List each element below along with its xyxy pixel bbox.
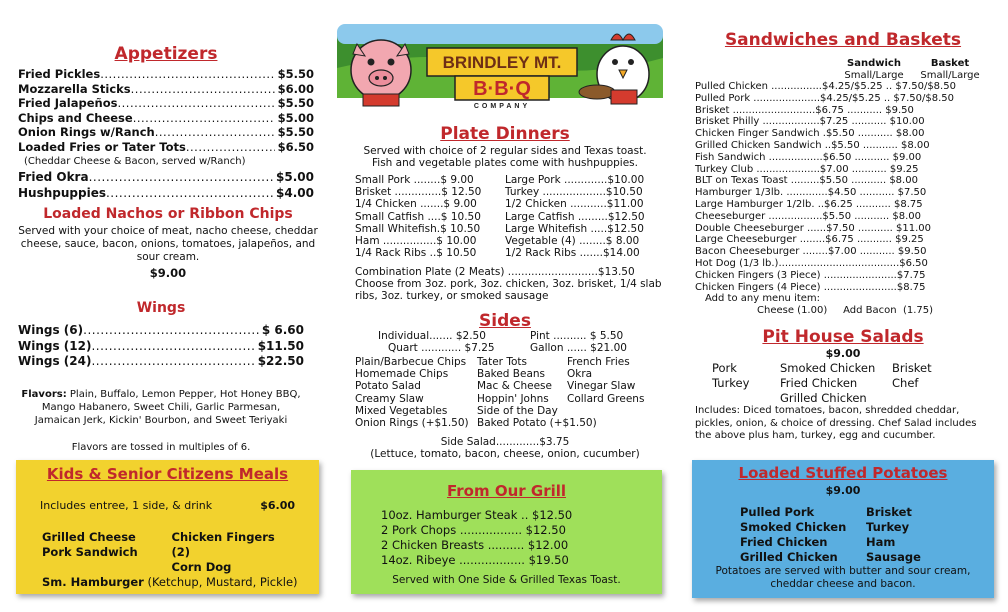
sandwich-row: Pulled Pork .....................$4.25/$5.25 .. $7.50/$8.50: [695, 92, 955, 104]
menu-item-price: $6.00: [277, 81, 314, 96]
side-item: Hoppin' Johns: [477, 392, 549, 405]
menu-item-name: Mozzarella Sticks: [18, 81, 131, 96]
plates-title: Plate Dinners: [440, 124, 570, 144]
grill-item: 2 Pork Chops ................. $12.50: [381, 523, 566, 537]
potatoes-price: $9.00: [825, 484, 861, 497]
side-salad-line: Side Salad.............$3.75: [440, 436, 570, 448]
menu-item-row: [18, 354, 304, 370]
side-item: [567, 417, 675, 429]
sandwich-row: Double Cheeseburger ......$7.50 ........... $11.00: [695, 222, 932, 234]
plate-item: Small Whitefish.$ 10.50: [355, 222, 481, 235]
sandwich-row: Fish Sandwich .................$6.50 ........... $9.00: [695, 151, 922, 163]
sandwich-col-header: Sandwich: [847, 58, 901, 69]
menu-item-price: $5.50: [277, 67, 314, 81]
menu-item-row: [18, 339, 304, 355]
sandwich-row: Hamburger 1/3lb. .............$4.50 ........... $7.50: [695, 187, 927, 199]
side-item: Okra: [567, 368, 593, 381]
side-item: Tater Tots: [477, 356, 527, 368]
side-item: Baked Beans: [477, 368, 546, 381]
side-item: Creamy Slaw: [355, 392, 424, 405]
plates-grid: [355, 174, 665, 259]
potatoes-box: [692, 460, 994, 598]
wings-flavors: [18, 388, 304, 427]
plate-item: 1/2 Chicken ...........$11.00: [505, 198, 644, 211]
plate-item: Turkey ...................$10.50: [505, 186, 643, 199]
leader-dots: [91, 339, 254, 355]
leader-dots: [133, 111, 275, 126]
side-salad: [336, 436, 674, 460]
kids-items: [16, 512, 319, 575]
sides-price: Quart ............ $7.25: [388, 342, 495, 355]
menu-item-price: $6.50: [277, 139, 314, 154]
side-item: Side of the Day: [477, 404, 558, 417]
plate-item: 1/4 Rack Ribs ..$ 10.50: [355, 247, 477, 260]
leader-dots: [131, 82, 275, 97]
salad-item: Turkey: [712, 376, 750, 390]
menu-item-row: [18, 323, 304, 339]
sandwich-row: Chicken Fingers (4 Piece) .......................$8.75: [695, 281, 926, 293]
kids-item: Corn Dog: [171, 560, 232, 574]
plates-left-col: [355, 174, 505, 259]
sandwich-row: Cheeseburger .................$5.50 ........... $8.00: [695, 210, 922, 222]
plates-right-col: [505, 174, 665, 259]
potato-item: Smoked Chicken: [740, 520, 847, 534]
leader-dots: [89, 170, 273, 186]
grill-list: [351, 500, 662, 568]
kids-box: [16, 460, 319, 594]
menu-item-row: [18, 111, 314, 126]
sandwich-row: Grilled Chicken Sandwich ..$5.50 ........... $8.00: [695, 139, 930, 151]
appetizers-list-2: [18, 170, 314, 201]
kids-last-note: (Ketchup, Mustard, Pickle): [147, 575, 298, 589]
combo-desc: Choose from 3oz. pork, 3oz. chicken, 3oz. brisket, 1/4 slab ribs, 3oz. turkey, or smoked sausage: [355, 278, 662, 303]
sandwich-row: Bacon Cheeseburger ........$7.00 ........... $9.50: [695, 246, 927, 258]
grill-item: 2 Chicken Breasts .......... $12.00: [381, 538, 569, 552]
logo-line1: BRINDLEY MT.: [442, 53, 562, 72]
appetizers-title: Appetizers: [114, 44, 218, 64]
basket-col-header: Basket: [930, 58, 970, 69]
grill-title: From Our Grill: [446, 482, 567, 500]
potato-item: Sausage: [866, 550, 921, 564]
menu-item-name: Wings (6): [18, 323, 84, 337]
side-item: Homemade Chips: [355, 368, 449, 381]
salads-title: Pit House Salads: [762, 327, 924, 347]
kids-includes-row: [16, 483, 319, 512]
plate-item: Large Catfish .........$12.50: [505, 210, 645, 223]
leader-dots: [155, 125, 275, 140]
salad-item: Pork: [712, 361, 737, 375]
side-item: Vinegar Slaw: [567, 380, 636, 393]
side-salad-desc: (Lettuce, tomato, bacon, cheese, onion, cucumber): [370, 448, 640, 461]
basket-col-sub: Small/Large: [920, 69, 980, 81]
side-item: Potato Salad: [355, 380, 421, 393]
menu-item-name: Chips and Cheese: [18, 110, 133, 125]
wings-flavors-text: Plain, Buffalo, Lemon Pepper, Hot Honey BBQ, Mango Habanero, Sweet Chili, Garlic Parmesan, Jamaican Jerk, Kickin' Bourbon, and Sweet Teriyaki: [34, 388, 301, 426]
menu-item-price: $ 6.60: [261, 323, 304, 337]
side-item: Plain/Barbecue Chips: [355, 356, 467, 368]
menu-item-row: [18, 125, 314, 140]
potatoes-grid: [692, 497, 994, 565]
appetizers-note: (Cheddar Cheese & Bacon, served w/Ranch): [24, 156, 246, 167]
sandwiches-addons: [705, 293, 995, 317]
menu-item-name: Fried Pickles: [18, 67, 101, 81]
grill-item: 14oz. Ribeye .................. $19.50: [381, 553, 569, 567]
leader-dots: [117, 96, 274, 111]
kids-last-item: Sm. Hamburger: [42, 575, 144, 589]
potato-item: Fried Chicken: [740, 535, 828, 549]
sandwich-row: Turkey Club ....................$7.00 ........... $9.25: [695, 163, 919, 175]
menu-item-name: Fried Jalapeños: [18, 96, 118, 110]
menu-item-name: Wings (24): [18, 354, 92, 368]
kids-item: Grilled Cheese: [42, 530, 136, 544]
potato-item: Pulled Pork: [740, 505, 815, 519]
sides-price: Gallon ...... $21.00: [530, 342, 627, 355]
menu-item-price: $5.50: [277, 96, 314, 110]
salad-item: Grilled Chicken: [780, 391, 867, 405]
menu-item-row: [18, 170, 314, 186]
salads-price: $9.00: [825, 347, 861, 360]
potato-item: Grilled Chicken: [740, 550, 838, 564]
menu-item-row: [18, 186, 314, 202]
side-item: Mixed Vegetables: [355, 404, 448, 417]
kids-items-left: [42, 530, 164, 575]
nachos-price: $9.00: [149, 266, 187, 280]
appetizers-section: [18, 44, 314, 201]
potatoes-note: Potatoes are served with butter and sour cream, cheddar cheese and bacon.: [715, 565, 971, 590]
plates-section: [336, 124, 674, 169]
wings-tossed-note: Flavors are tossed in multiples of 6.: [71, 441, 251, 453]
sandwich-row: Brisket ..........................$6.75 ........... $9.50: [695, 104, 914, 116]
logo-line2: B·B·Q: [473, 78, 531, 100]
appetizers-list: [18, 67, 314, 154]
plate-item: Large Pork .............$10.00: [505, 174, 645, 186]
wings-title: Wings: [136, 300, 186, 316]
wings-list: [18, 323, 304, 370]
menu-item-price: $4.00: [276, 185, 314, 200]
wings-section: [18, 300, 304, 454]
logo-graphic: [335, 18, 665, 110]
sandwiches-title: Sandwiches and Baskets: [724, 30, 962, 50]
sides-title: Sides: [479, 311, 531, 331]
sandwiches-section: [690, 30, 996, 50]
grill-box: [351, 470, 662, 594]
menu-item-price: $5.00: [276, 170, 314, 184]
logo-line3: COMPANY: [473, 103, 531, 110]
leader-dots: [91, 354, 254, 370]
combo-line: Combination Plate (2 Meats) ...........................$13.50: [355, 266, 635, 278]
kids-item: Pork Sandwich: [42, 545, 138, 559]
sandwich-row: Large Hamburger 1/2lb. ..$6.25 ........... $8.75: [695, 198, 923, 210]
logo: [335, 18, 665, 110]
menu-item-name: Wings (12): [18, 338, 92, 353]
sandwiches-header: [838, 58, 998, 81]
menu-item-name: Fried Okra: [18, 170, 89, 184]
nachos-section: [18, 206, 318, 280]
salad-item: Smoked Chicken: [780, 361, 876, 375]
addon-label: Add to any menu item:: [705, 293, 821, 304]
sandwich-row: Hot Dog (1/3 lb.)......................................$6.50: [695, 257, 928, 269]
menu-item-name: Onion Rings w/Ranch: [18, 125, 155, 139]
salad-item: Fried Chicken: [780, 376, 858, 390]
potato-item: Turkey: [866, 520, 910, 534]
nachos-title: Loaded Nachos or Ribbon Chips: [43, 206, 293, 222]
sides-price: Individual....... $2.50: [378, 330, 486, 342]
leader-dots: [83, 323, 259, 339]
side-item: Collard Greens: [567, 392, 645, 405]
menu-item-row: [18, 140, 314, 155]
menu-item-row: [18, 96, 314, 111]
side-item: [567, 405, 675, 417]
menu-item-row: [18, 82, 314, 97]
leader-dots: [186, 140, 275, 155]
plate-item: Small Catfish ....$ 10.50: [355, 210, 481, 223]
plate-item: Vegetable (4) ........$ 8.00: [505, 235, 640, 248]
salads-desc: Includes: Diced tomatoes, bacon, shredded cheddar, pickles, onion, & choice of dressing. Chef Salad includes the above plus ham, turkey, egg and cucumber.: [695, 405, 977, 441]
sides-price: Pint .......... $ 5.50: [530, 330, 624, 342]
leader-dots: [100, 67, 274, 82]
plate-item: Ham ................$ 10.00: [355, 235, 477, 248]
kids-item: Chicken Fingers (2): [171, 530, 275, 559]
kids-price: $6.00: [260, 499, 295, 512]
menu-item-price: $11.50: [257, 338, 304, 353]
menu-item-name: Loaded Fries or Tater Tots: [18, 139, 186, 154]
kids-includes: Includes entree, 1 side, & drink: [40, 499, 213, 512]
salads-col-3: [892, 361, 962, 406]
salads-section: [690, 327, 996, 360]
sandwich-row: Pulled Chicken ................$4.25/$5.25 .. $7.50/$8.50: [695, 81, 956, 92]
sandwich-col-sub: Small/Large: [844, 69, 904, 81]
side-item: French Fries: [567, 356, 630, 368]
sandwich-row: Chicken Finger Sandwich .$5.50 ........... $8.00: [695, 128, 925, 140]
side-item: Mac & Cheese: [477, 380, 552, 393]
sandwich-row: Chicken Fingers (3 Piece) .......................$7.75: [695, 269, 926, 281]
kids-items-right: [172, 530, 294, 575]
sandwich-row: BLT on Texas Toast .........$5.50 ........... $8.00: [695, 175, 918, 187]
plate-item: Brisket ..............$ 12.50: [355, 186, 482, 199]
salads-col-2: [780, 361, 892, 406]
combo-section: [355, 266, 665, 303]
sandwich-row: Large Cheeseburger ........$6.75 ........... $9.25: [695, 234, 924, 246]
salads-col-1: [712, 361, 780, 406]
sides-prices: [378, 330, 648, 354]
sides-section: [336, 311, 674, 331]
sides-list: [355, 356, 675, 429]
salads-grid: [712, 361, 982, 406]
side-item: Baked Potato (+$1.50): [477, 417, 597, 430]
sandwich-row: Brisket Philly ..................$7.25 ........... $10.00: [695, 116, 925, 128]
plates-desc: Served with choice of 2 regular sides and Texas toast. Fish and vegetable plates come with hushpuppies.: [363, 145, 647, 170]
plate-item: Small Pork ........$ 9.00: [355, 174, 474, 186]
potatoes-col-2: [866, 505, 966, 565]
addon-items: Cheese (1.00) Add Bacon (1.75): [757, 305, 934, 316]
potatoes-col-1: [740, 505, 866, 565]
sandwiches-list: [695, 81, 1000, 293]
potato-item: Ham: [866, 535, 896, 549]
salad-item: Chef: [892, 376, 919, 390]
leader-dots: [106, 186, 273, 202]
menu-item-price: $5.50: [277, 125, 314, 139]
kids-title: Kids & Senior Citizens Meals: [46, 465, 289, 483]
menu-item-price: $5.00: [277, 110, 314, 125]
nachos-desc: Served with your choice of meat, nacho cheese, cheddar cheese, sauce, bacon, onions, tomatoes, jalapeños, and sour cream.: [18, 225, 318, 263]
grill-note: Served with One Side & Grilled Texas Toast.: [392, 574, 621, 586]
kids-last-row: [16, 575, 319, 590]
menu-item-row: [18, 67, 314, 82]
grill-item: 10oz. Hamburger Steak .. $12.50: [381, 508, 573, 522]
plate-item: 1/4 Chicken .......$ 9.00: [355, 198, 477, 211]
plate-item: 1/2 Rack Ribs .......$14.00: [505, 247, 640, 260]
wings-flavors-label: Flavors:: [21, 388, 67, 400]
salad-item: Brisket: [892, 361, 932, 375]
side-item: Onion Rings (+$1.50): [355, 417, 469, 430]
potato-item: Brisket: [866, 505, 912, 519]
potatoes-title: Loaded Stuffed Potatoes: [738, 464, 948, 482]
menu-item-name: Hushpuppies: [18, 185, 106, 200]
plate-item: Large Whitefish .....$12.50: [505, 222, 644, 235]
menu-item-price: $22.50: [257, 354, 304, 368]
